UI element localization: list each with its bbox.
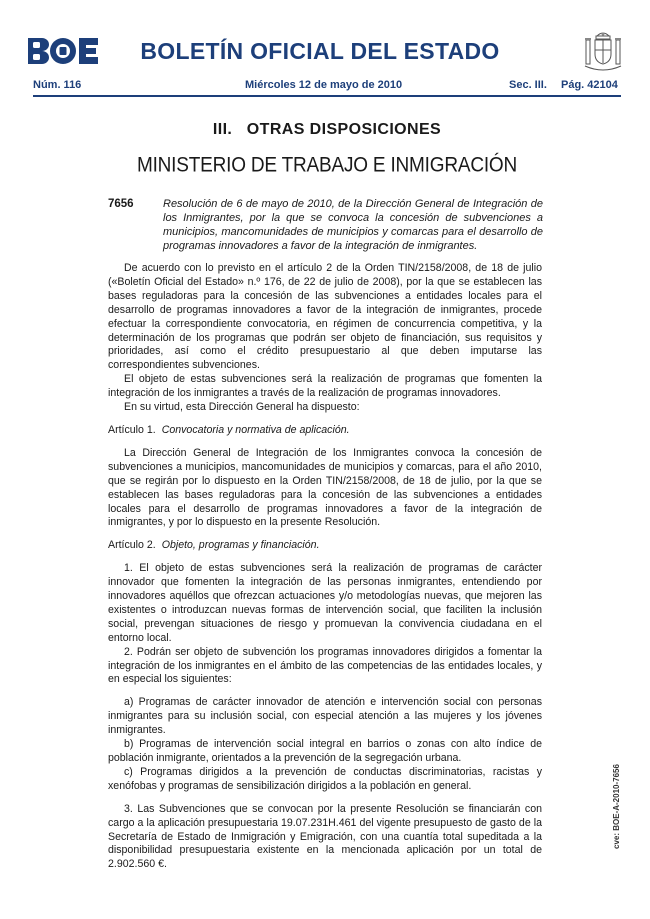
- document-body: [108, 262, 542, 872]
- list-item: a) Programas de carácter innovador de atención e intervención social con personas inmigrantes para su inclusión social, con especial atención a las mujeres y los jóvenes inmigrantes.: [108, 696, 542, 737]
- gazette-title: BOLETÍN OFICIAL DEL ESTADO: [140, 38, 500, 64]
- article-2-point-1: 1. El objeto de estas subvenciones será la realización de programas de carácter innovador que fomenten la integración de las personas inmigrantes, entendiendo por innovadores aquéllos que ofrezcan actuaciones y/o metodologías nuevas, que mejoren las existentes o introduzcan nuevas formas de intervención social, que faciliten la inclusión social, prevengan situaciones de riesgo y promuevan la convivencia ciudadana en el entorno local.: [108, 562, 542, 644]
- ministry-title: MINISTERIO DE TRABAJO E INMIGRACIÓN: [136, 153, 518, 178]
- article-label: Artículo 2.: [108, 539, 156, 552]
- document-identifier: cve: BOE-A-2010-7656: [612, 764, 621, 849]
- issue-number: Núm. 116: [33, 79, 82, 91]
- article-label: Artículo 1.: [108, 423, 156, 436]
- article-2-point-2: 2. Podrán ser objeto de subvención los programas innovadores dirigidos a fomentar la integración de los inmigrantes en el ámbito de las competencias de las entidades locales, y en especial los siguientes:: [108, 645, 542, 686]
- resolution-summary: Resolución de 6 de mayo de 2010, de la Dirección General de Integración de los Inmigrantes, por la que se convoca la concesión de subvenciones a municipios, mancomunidades de municipios y comarcas para el desarrollo de programas innovadores a favor de la integración de inmigrantes.: [163, 198, 543, 252]
- issue-date: Miércoles 12 de mayo de 2010: [245, 79, 403, 91]
- page-number: Pág. 42104: [561, 79, 618, 91]
- gazette-header: [0, 0, 650, 110]
- article-2-point-3: 3. Las Subvenciones que se convocan por la presente Resolución se financiarán con cargo a la aplicación presupuestaria 19.07.231H.461 del vigente presupuesto de gasto de la Secretaría de Estado de Inmigración y Emigración, con una cuantía total supeditada a la disponibilidad presupuestaria existente en la mencionada aplicación por un total de 2.902.560 €.: [108, 802, 542, 871]
- body-paragraph: De acuerdo con lo previsto en el artículo 2 de la Orden TIN/2158/2008, de 18 de julio («Boletín Oficial del Estado» n.º 176, de 22 de julio de 2008), por la que se establecen las bases reguladoras para la concesión de las subvenciones a entidades locales para el desarrollo de programas innovadores a favor de la integración de inmigrantes, procede efectuar la correspondiente convocatoria, en régimen de concurrencia competitiva, y la determinación de los programas que podrán ser objeto de financiación, sus requisitos y prioridades, así como el crédito presupuestario al que deben imputarse las correspondientes subvenciones.: [108, 262, 542, 372]
- article-1-heading: [108, 424, 542, 438]
- article-title: Convocatoria y normativa de aplicación.: [161, 423, 350, 436]
- body-paragraph: El objeto de estas subvenciones será la realización de programas que fomenten la integración de los inmigrantes a través de la realización de programas innovadores.: [108, 373, 542, 400]
- article-title: Objeto, programas y financiación.: [161, 539, 320, 552]
- article-2-heading: [108, 539, 542, 553]
- list-item: c) Programas dirigidos a la prevención de conductas discriminatorias, racistas y xenófobas y programas de sensibilización dirigidos a la población en general.: [108, 765, 542, 792]
- body-paragraph: En su virtud, esta Dirección General ha dispuesto:: [124, 401, 360, 414]
- issue-info-bar: [33, 79, 621, 95]
- article-1-text: La Dirección General de Integración de los Inmigrantes convoca la concesión de subvenciones a municipios, mancomunidades de municipios y comarcas, para el año 2010, que se regirán por lo dispuesto en la Orden TIN/2158/2008, de 18 de julio, por la que se establecen las bases reguladoras para la concesión de las subvenciones a entidades locales para el desarrollo de programas innovadores a favor de la integración de inmigrantes, y por lo dispuesto en la presente Resolución.: [108, 446, 542, 529]
- boe-logo: [28, 38, 98, 64]
- coat-of-arms-icon: [583, 30, 623, 74]
- section-label: Sec. III.: [509, 79, 547, 91]
- section-title: III. OTRAS DISPOSICIONES: [212, 121, 442, 138]
- header-divider: [33, 95, 621, 97]
- entry-number: 7656: [108, 198, 134, 210]
- list-item: b) Programas de intervención social integral en barrios o zonas con alto índice de población inmigrante, orientados a la prevención de la segregación urbana.: [108, 738, 542, 764]
